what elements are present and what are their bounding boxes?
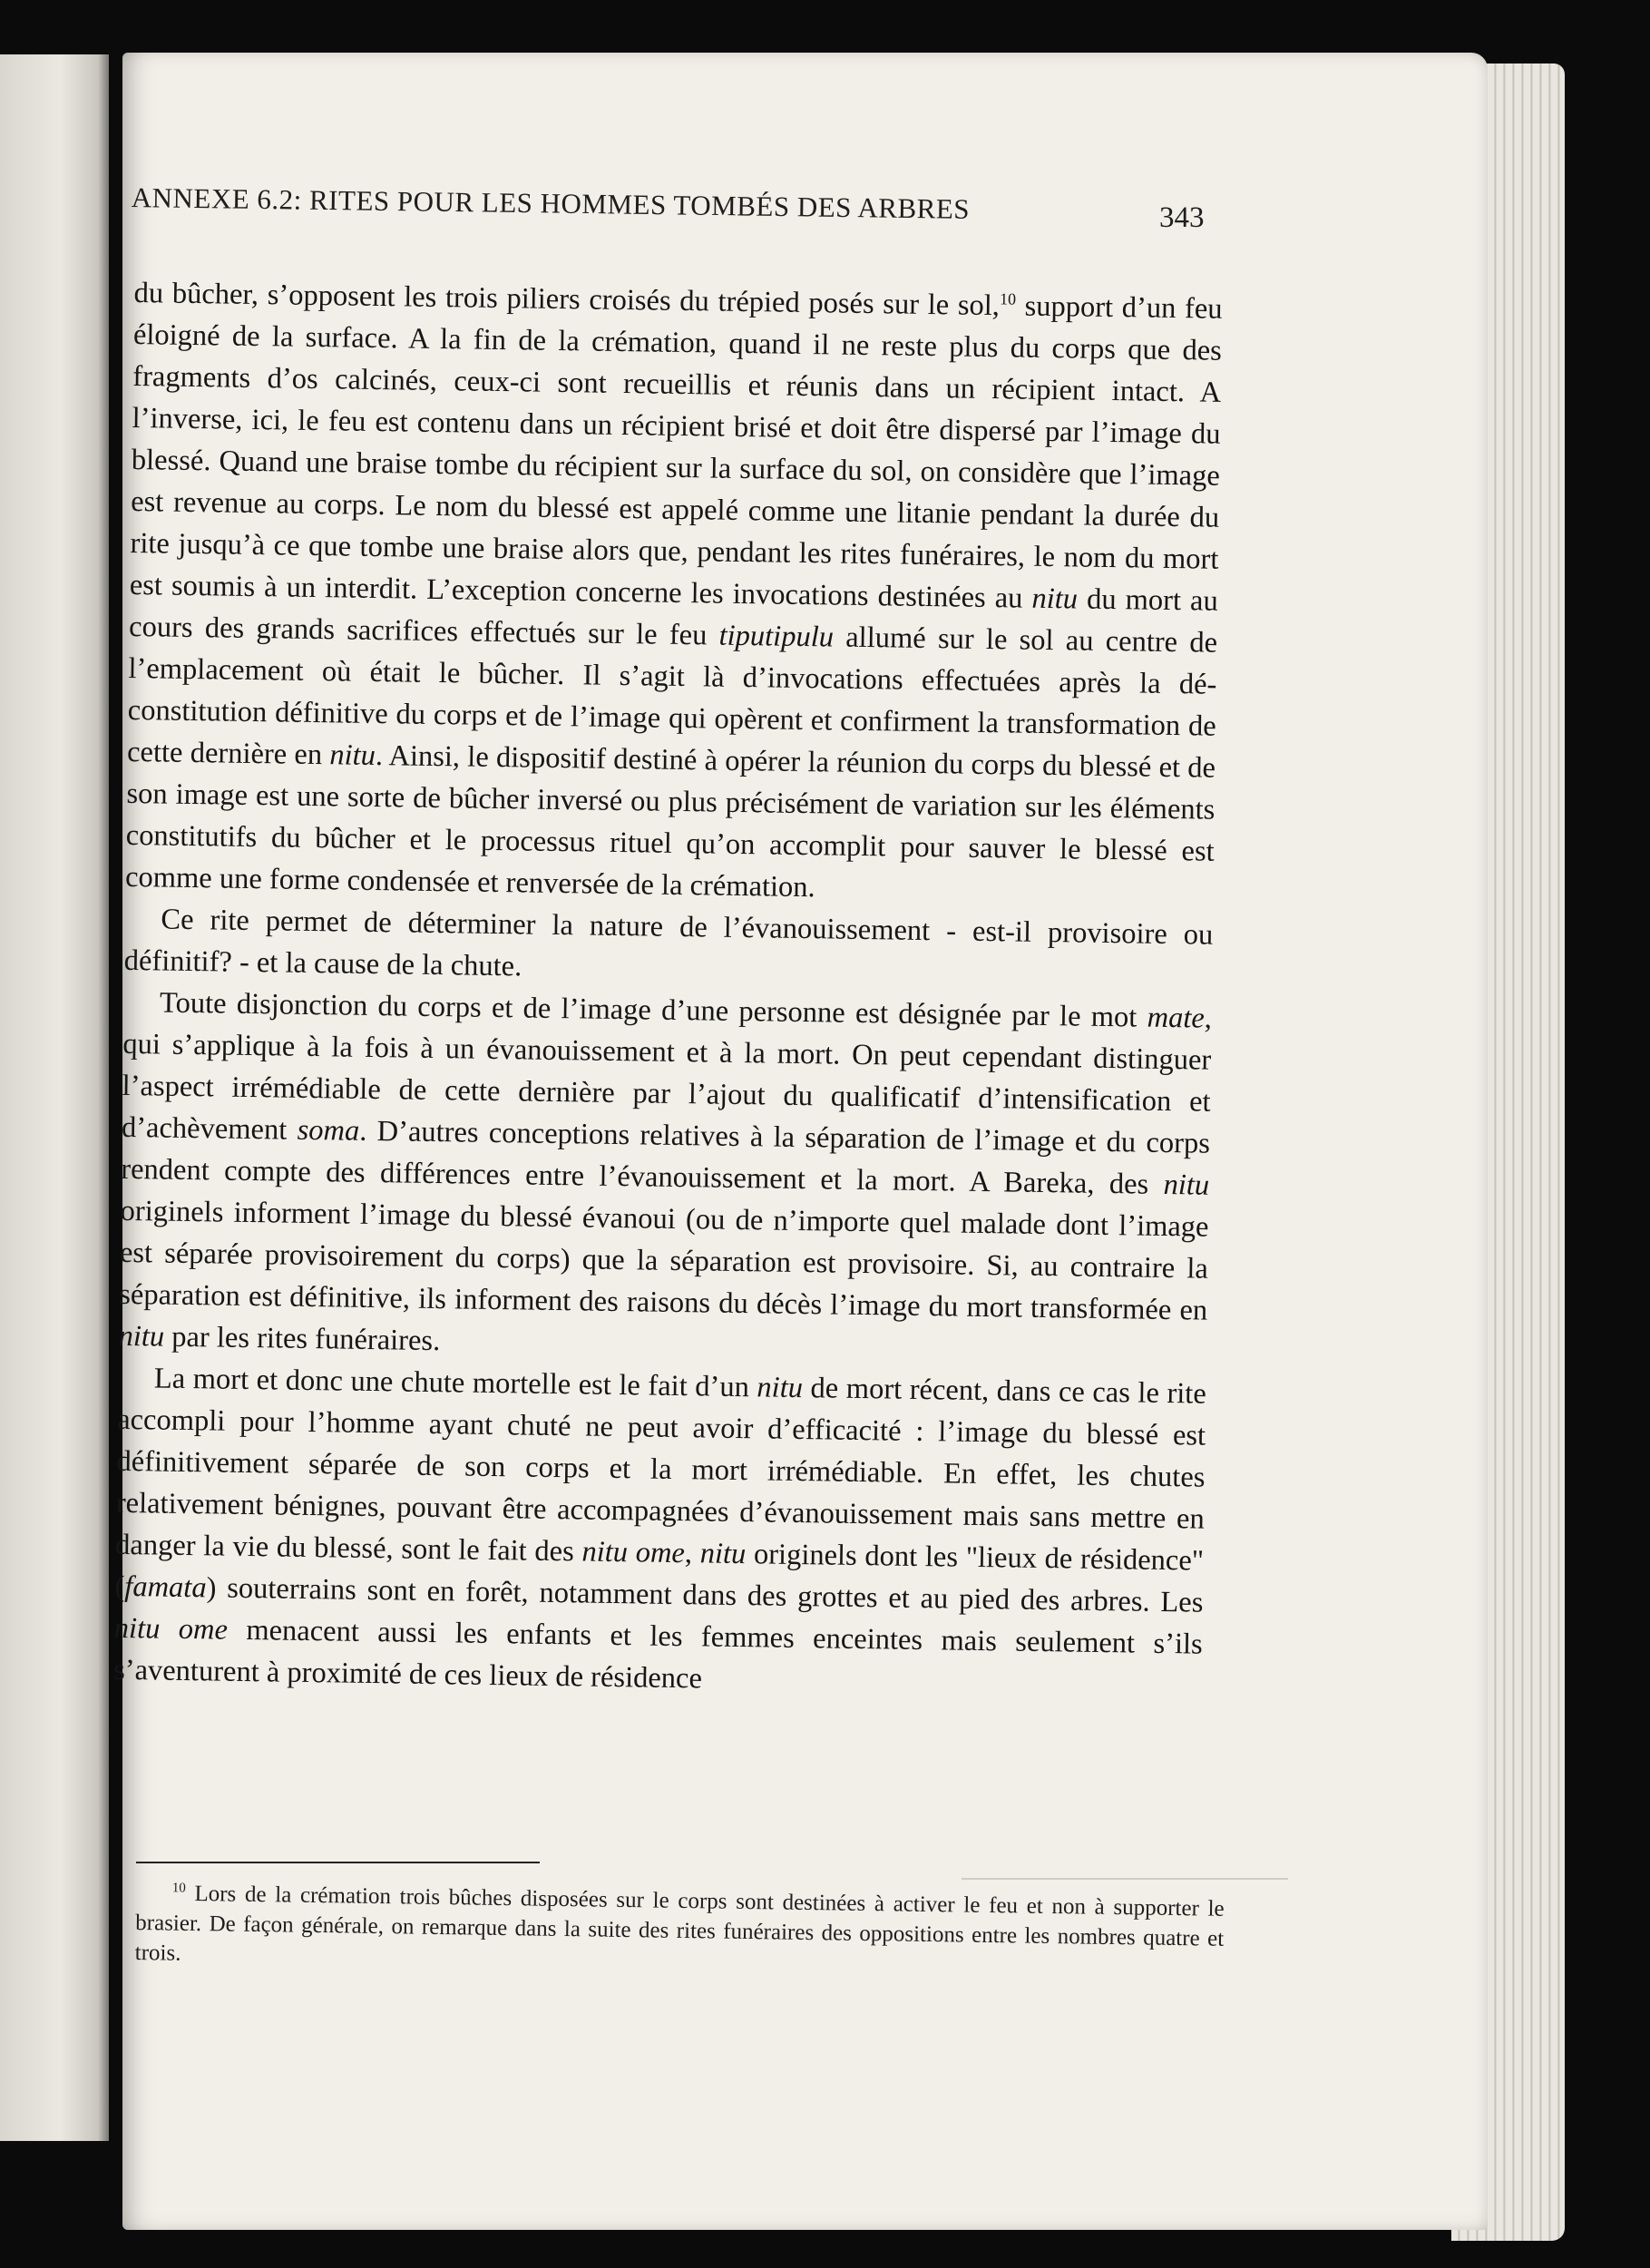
body-text bbox=[113, 272, 1223, 1707]
text-run: originels informent l’image du blessé évanoui (ou de n’importe quel malade dont l’image est séparée provisoirement du corps) que la séparation est provisoire. Si, au contraire la séparation est définitive, ils informent des raisons du décès l’image du mort transformée en bbox=[119, 1194, 1209, 1327]
text-run: . D’autres conceptions relatives à la séparation de l’image et du corps rendent compte des différences entre l’évanouissement et la mort. A Bareka, des bbox=[121, 1114, 1211, 1201]
text-run: Toute disjonction du corps et de l’image d’une personne est désignée par le mot bbox=[159, 986, 1147, 1034]
text-run: par les rites funéraires. bbox=[163, 1320, 441, 1358]
text-run: support d’un feu éloigné de la surface. A la fin de la crémation, quand il ne reste plus du corps que des fragments d’os calcinés, ceux-ci sont recueillis et réunis dans un récipient intact. A l’inverse, ici, le feu est contenu dans un récipient brisé et doit être dispersé par l’image du blessé. Quand une braise tombe du récipient sur la surface du sol, on considère que l’image est revenue au corps. Le nom du blessé est appelé comme une litanie pendant la durée du rite jusqu’à ce que tombe une braise alors que, pendant les rites funéraires, le nom du mort est soumis à un interdit. L’exception concerne les invocations destinées au bbox=[129, 289, 1223, 615]
italic-term: nitu bbox=[1031, 582, 1079, 616]
facing-page-edge bbox=[0, 54, 109, 2141]
text-run: de mort récent, dans ce cas le rite accompli pour l’homme ayant chuté ne peut avoir d’efficacité : l’image du blessé est définitivement séparée de son corps et la mort irrémédiable. En effet, les chutes relativement bénignes, pouvant être accompagnées d’évanouissement mais sans mettre en danger la vie du blessé, sont le fait des bbox=[114, 1372, 1207, 1569]
italic-term: nitu ome bbox=[113, 1611, 229, 1647]
text-run: Ce rite permet de déterminer la nature de l’évanouissement - est-il provisoire ou définitif? - et la cause de la chute. bbox=[123, 903, 1214, 983]
italic-term: tiputipulu bbox=[718, 619, 835, 654]
italic-term: soma bbox=[297, 1113, 360, 1148]
text-run: menacent aussi les enfants et les femmes enceintes mais seulement s’ils s’aventurent à proximité de ces lieux de résidence bbox=[112, 1613, 1203, 1696]
text-run: , qui s’applique à la fois à un évanouissement et à la mort. On peut cependant distinguer l’aspect irrémédiable de cette dernière par l’ajout du qualificatif d’intensification et d’achèvement bbox=[121, 1002, 1213, 1147]
text-run: , bbox=[684, 1537, 700, 1570]
italic-term: nitu bbox=[699, 1537, 747, 1571]
italic-term: mate bbox=[1147, 1001, 1206, 1035]
header-prefix: ANNEXE 6.2: bbox=[131, 181, 303, 216]
text-run: . Ainsi, le dispositif destiné à opérer la réunion du corps du blessé et de son image est une sorte de bûcher inversé ou plus précisément de variation sur les éléments constitutifs du bûcher et le processus rituel qu’on accomplit pour sauver le blessé est comme une forme condensée et renversée de la crémation. bbox=[124, 739, 1216, 904]
text-run: du bûcher, s’opposent les trois piliers croisés du trépied posés sur le sol, bbox=[133, 276, 1001, 323]
text-run: allumé sur le sol au centre de l’emplacement où était le bûcher. Il s’agit là d’invocations effectuées après la dé-constitution définitive du corps et de l’image qui opèrent et confirment la transformation de cette dernière en bbox=[126, 621, 1218, 772]
show-through-line bbox=[962, 1878, 1288, 1880]
footnote-number: 10 bbox=[171, 1881, 186, 1896]
paragraph bbox=[118, 982, 1212, 1374]
paragraph bbox=[113, 1357, 1206, 1707]
page-number: 343 bbox=[1159, 201, 1205, 234]
paragraph bbox=[123, 898, 1213, 998]
italic-term: nitu bbox=[118, 1319, 165, 1354]
footnote bbox=[135, 1878, 1225, 1984]
header-title: RITES POUR LES HOMMES TOMBÉS DES ARBRES bbox=[308, 183, 971, 225]
italic-term: famata bbox=[124, 1570, 207, 1605]
text-run: du mort au cours des grands sacrifices effectués sur le feu bbox=[128, 582, 1219, 652]
paragraph bbox=[125, 272, 1223, 914]
text-run: ) souterrains sont en forêt, notamment dans des grottes et au pied des arbres. Les bbox=[206, 1571, 1204, 1619]
footnote-rule bbox=[136, 1862, 540, 1863]
text-run: originels dont les "lieux de résidence" ( bbox=[114, 1538, 1205, 1603]
text-run: La mort et donc une chute mortelle est le fait d’un bbox=[153, 1362, 757, 1404]
footnote-ref: 10 bbox=[999, 289, 1017, 308]
italic-term: nitu ome bbox=[581, 1535, 686, 1570]
italic-term: nitu bbox=[1163, 1168, 1210, 1202]
italic-term: nitu bbox=[757, 1371, 804, 1405]
italic-term: nitu bbox=[329, 738, 376, 773]
footnote-text: Lors de la crémation trois bûches disposées sur le corps sont destinées à activer le feu et non à supporter le brasier. De façon générale, on remarque dans la suite des rites funéraires des oppositions entre les nombres quatre et trois. bbox=[134, 1881, 1225, 1966]
